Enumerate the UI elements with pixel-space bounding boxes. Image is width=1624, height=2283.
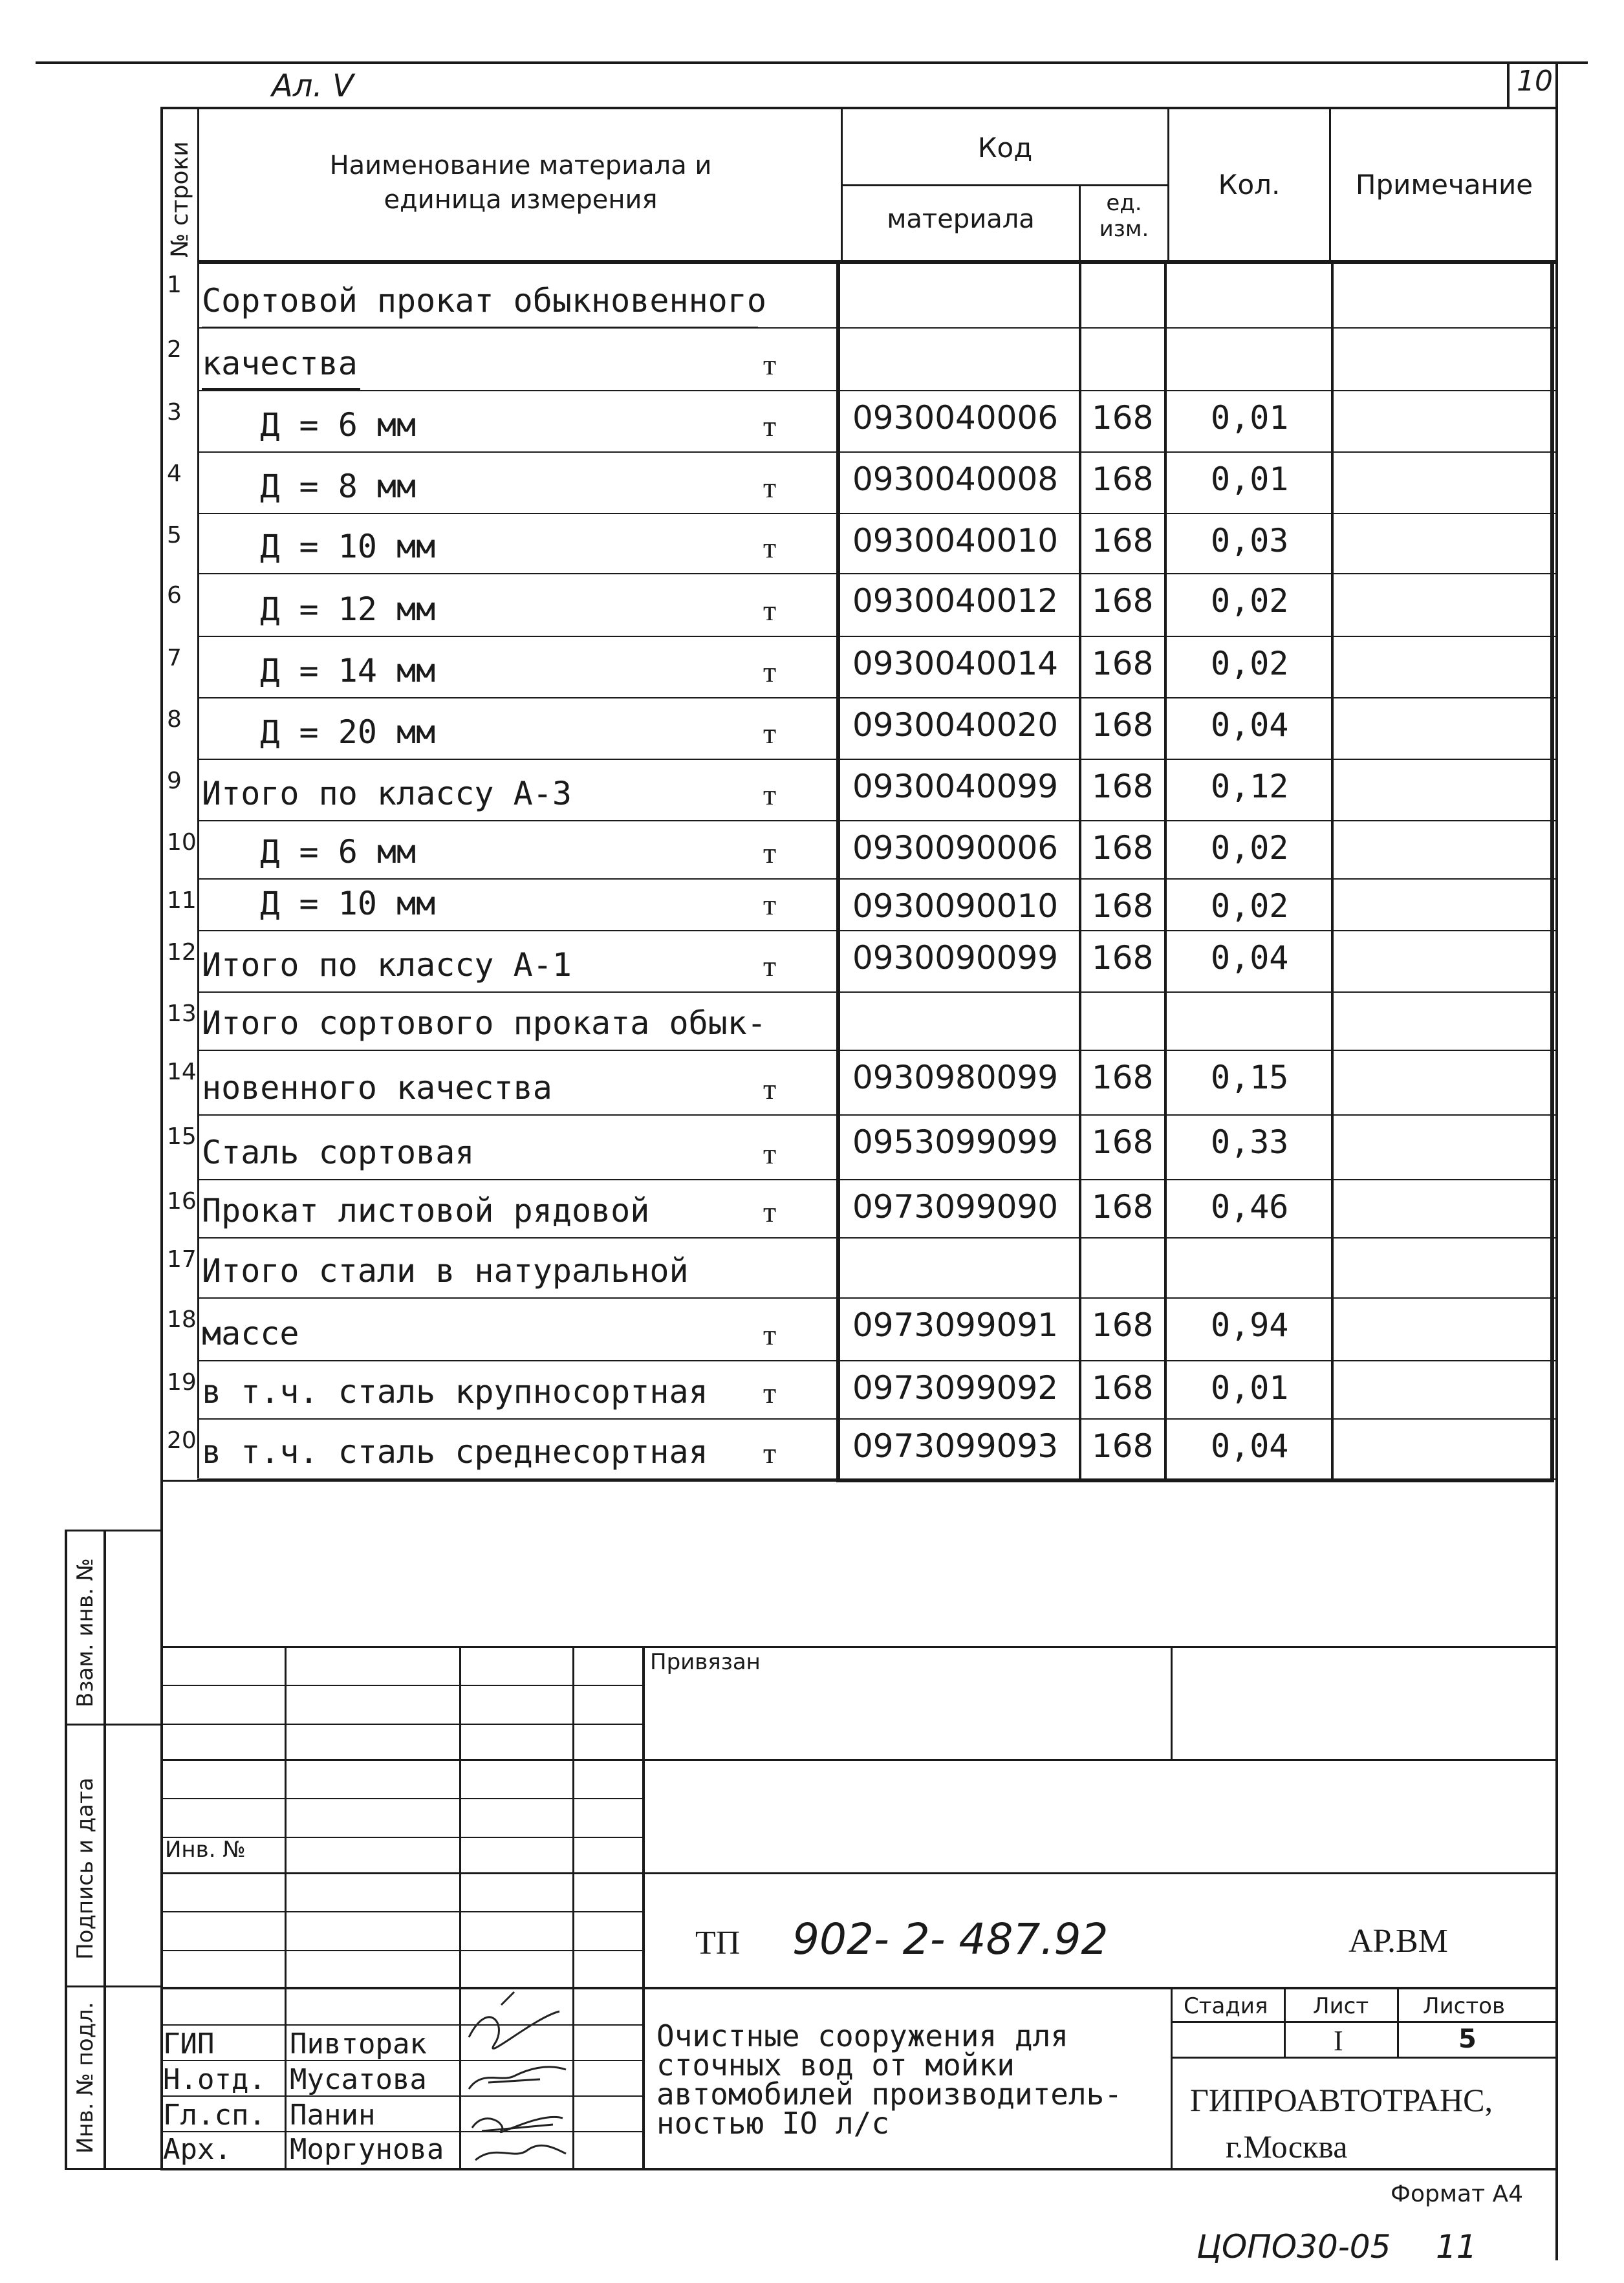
material-code: 0930040020 <box>852 706 1059 744</box>
tb-grid <box>160 1798 642 1799</box>
table-row <box>0 821 1624 880</box>
tb-v4 <box>642 1646 645 2170</box>
unit-code: 168 <box>1092 1059 1154 1096</box>
side-stamp-left <box>65 1530 67 2170</box>
sheet-value: I <box>1334 2025 1343 2057</box>
tb-stage-v1 <box>1284 1987 1286 2058</box>
unit-code: 168 <box>1092 887 1154 925</box>
row-number: 6 <box>167 582 182 609</box>
tb-grid <box>160 1724 642 1725</box>
tb-v3 <box>572 1646 574 2170</box>
unit-abbrev: т <box>763 888 777 921</box>
material-name: Итого по классу А-1 <box>202 946 572 984</box>
table-row <box>0 264 1624 329</box>
quantity: 0,46 <box>1211 1188 1289 1226</box>
quantity: 0,33 <box>1211 1123 1289 1161</box>
doc-mark: АР.ВМ <box>1348 1923 1448 1960</box>
unit-abbrev: т <box>763 1137 777 1170</box>
header-material: материала <box>887 204 1035 234</box>
material-name: в т.ч. сталь крупносортная <box>202 1373 708 1411</box>
quantity: 0,02 <box>1211 645 1289 682</box>
material-name: Итого сортового проката обык- <box>202 1004 766 1042</box>
material-code: 0930040008 <box>852 460 1059 498</box>
material-code: 0930040014 <box>852 645 1059 682</box>
table-row <box>0 453 1624 514</box>
signer-name: Моргунова <box>290 2133 444 2166</box>
tb-line-4 <box>160 1987 1555 1989</box>
header-unit-line1: ед. <box>1106 190 1142 216</box>
doc-code-prefix: ТП <box>695 1925 741 1962</box>
table-row <box>0 1420 1624 1480</box>
material-name: Д = 6 мм <box>202 406 417 444</box>
row-number: 9 <box>167 768 182 794</box>
material-code: 0930040012 <box>852 582 1059 620</box>
material-name: новенного качества <box>202 1069 552 1107</box>
row-number: 19 <box>167 1369 197 1396</box>
sheet-marker: Ал. V <box>272 68 354 104</box>
material-name: Д = 10 мм <box>202 528 436 565</box>
material-code: 0930040006 <box>852 399 1059 437</box>
tb-stage-line1 <box>1171 2021 1555 2023</box>
unit-abbrev: т <box>763 1318 777 1351</box>
material-name: Сталь сортовая <box>202 1134 475 1171</box>
unit-abbrev: т <box>763 471 777 504</box>
table-row <box>0 1361 1624 1420</box>
unit-code: 168 <box>1092 460 1154 498</box>
code-sub-line <box>841 184 1167 186</box>
underline <box>202 388 360 390</box>
label-podpis-data: Подпись и дата <box>72 1777 98 1960</box>
side-stamp-top <box>65 1530 162 1531</box>
quantity: 0,15 <box>1211 1059 1289 1096</box>
row-number: 8 <box>167 706 182 733</box>
material-name: Д = 14 мм <box>202 652 436 689</box>
row-number: 18 <box>167 1306 197 1333</box>
unit-abbrev: т <box>763 409 777 442</box>
material-name: Прокат листовой рядовой <box>202 1192 650 1229</box>
table-row <box>0 1239 1624 1299</box>
table-top-line <box>160 107 1557 109</box>
description-line2: сточных вод от мойки <box>656 2048 1015 2083</box>
quantity: 0,02 <box>1211 582 1289 620</box>
side-stamp-bottom <box>65 2168 162 2170</box>
footer-code: ЦОПО30-05 <box>1196 2228 1391 2266</box>
signatures-image <box>462 1985 572 2170</box>
sheet-label: Лист <box>1313 1993 1369 2019</box>
row-number: 12 <box>167 939 197 966</box>
row-number: 15 <box>167 1123 197 1150</box>
unit-abbrev: т <box>763 531 777 564</box>
description-line4: ностью IО л/с <box>656 2106 890 2141</box>
unit-code: 168 <box>1092 399 1154 437</box>
tb-line-2 <box>160 1759 1555 1761</box>
header-row-no: № строки <box>167 141 193 257</box>
quantity: 0,03 <box>1211 522 1289 559</box>
material-code: 0930090010 <box>852 887 1059 925</box>
table-row <box>0 1299 1624 1361</box>
unit-abbrev: т <box>763 836 777 869</box>
material-code: 0973099090 <box>852 1188 1059 1226</box>
row-number: 1 <box>167 272 182 298</box>
side-stamp-div1 <box>65 1724 162 1726</box>
table-row <box>0 993 1624 1051</box>
unit-abbrev: т <box>763 1195 777 1228</box>
table-row <box>0 1116 1624 1180</box>
quantity: 0,12 <box>1211 768 1289 805</box>
row-number: 20 <box>167 1427 197 1454</box>
material-name: Д = 12 мм <box>202 590 436 628</box>
row-number: 7 <box>167 645 182 671</box>
quantity: 0,04 <box>1211 1427 1289 1465</box>
row-number: 4 <box>167 460 182 487</box>
stage-label: Стадия <box>1184 1993 1268 2019</box>
table-row <box>0 698 1624 760</box>
inv-no-label: Инв. № <box>165 1837 246 1863</box>
unit-code: 168 <box>1092 1123 1154 1161</box>
org-line1: ГИПРОАВТОТРАНС, <box>1190 2082 1493 2118</box>
quantity: 0,04 <box>1211 939 1289 977</box>
material-name: Д = 8 мм <box>202 468 417 505</box>
material-name: массе <box>202 1315 299 1352</box>
material-code: 0930040099 <box>852 768 1059 805</box>
header-note: Примечание <box>1355 169 1533 200</box>
quantity: 0,01 <box>1211 399 1289 437</box>
table-row <box>0 329 1624 391</box>
table-row <box>0 514 1624 574</box>
header-qty: Кол. <box>1218 169 1281 200</box>
material-name: в т.ч. сталь среднесортная <box>202 1433 708 1471</box>
unit-code: 168 <box>1092 706 1154 744</box>
header-unit-line2: изм. <box>1099 216 1149 242</box>
signer-role: Арх. <box>163 2133 232 2166</box>
unit-code: 168 <box>1092 582 1154 620</box>
unit-abbrev: т <box>763 1072 777 1105</box>
header-code: Код <box>977 132 1033 164</box>
unit-code: 168 <box>1092 1188 1154 1226</box>
material-name: Д = 20 мм <box>202 713 436 751</box>
material-code: 0973099092 <box>852 1369 1059 1407</box>
sheets-label: Листов <box>1423 1993 1506 2019</box>
quantity: 0,01 <box>1211 1369 1289 1407</box>
tb-line-3 <box>160 1872 1555 1874</box>
row-number: 3 <box>167 399 182 426</box>
table-row <box>0 931 1624 993</box>
quantity: 0,01 <box>1211 460 1289 498</box>
material-name: Сортовой прокат обыкновенного <box>202 282 766 319</box>
material-code: 0973099091 <box>852 1306 1059 1344</box>
row-number: 16 <box>167 1188 197 1215</box>
tb-grid <box>160 1685 642 1686</box>
tb-bottom <box>160 2168 1555 2170</box>
row-number: 14 <box>167 1059 197 1085</box>
table-row <box>0 760 1624 821</box>
tb-v2 <box>459 1646 461 2170</box>
table-row <box>0 1180 1624 1239</box>
material-code: 0973099093 <box>852 1427 1059 1465</box>
material-code: 0953099099 <box>852 1123 1059 1161</box>
unit-abbrev: т <box>763 949 777 982</box>
material-name: Д = 6 мм <box>202 833 417 871</box>
tb-grid <box>160 1911 642 1912</box>
doc-code: 902- 2- 487.92 <box>792 1914 1109 1964</box>
label-inv-podl: Инв. № подл. <box>72 2002 98 2154</box>
row-number: 2 <box>167 336 182 363</box>
table-row <box>0 391 1624 453</box>
unit-code: 168 <box>1092 522 1154 559</box>
signer-role: Гл.сп. <box>163 2099 266 2132</box>
unit-abbrev: т <box>763 594 777 627</box>
material-name: Д = 10 мм <box>202 885 436 922</box>
tb-privyazan-div <box>1171 1646 1173 1759</box>
row-number: 5 <box>167 522 182 548</box>
tb-stage-line2 <box>1171 2057 1555 2059</box>
quantity: 0,02 <box>1211 829 1289 867</box>
signer-name: Пивторак <box>290 2028 427 2061</box>
material-code: 0930040010 <box>852 522 1059 559</box>
table-row <box>0 574 1624 637</box>
quantity: 0,04 <box>1211 706 1289 744</box>
signer-name: Панин <box>290 2099 376 2132</box>
material-name: Итого по классу А-3 <box>202 775 572 812</box>
unit-code: 168 <box>1092 1427 1154 1465</box>
page-number: 10 <box>1517 65 1553 98</box>
material-name: качества <box>202 345 358 382</box>
unit-abbrev: т <box>763 1376 777 1409</box>
privyazan-label: Привязан <box>650 1649 761 1675</box>
tb-v1 <box>285 1646 287 2170</box>
unit-code: 168 <box>1092 1369 1154 1407</box>
unit-code: 168 <box>1092 1306 1154 1344</box>
row-number: 10 <box>167 829 197 856</box>
description-line1: Очистные сооружения для <box>656 2018 1068 2053</box>
row-number: 11 <box>167 887 197 914</box>
format-label: Формат А4 <box>1391 2181 1524 2207</box>
unit-code: 168 <box>1092 768 1154 805</box>
table-row <box>0 1051 1624 1116</box>
side-stamp-div2 <box>65 1985 162 1987</box>
table-row <box>0 637 1624 698</box>
tb-grid <box>160 1950 642 1951</box>
tb-x <box>642 1985 645 1987</box>
signer-name: Мусатова <box>290 2063 427 2096</box>
unit-code: 168 <box>1092 829 1154 867</box>
sheets-value: 5 <box>1458 2024 1477 2054</box>
row-number: 17 <box>167 1246 197 1273</box>
tb-line-1 <box>160 1646 1555 1648</box>
row-number: 13 <box>167 1001 197 1027</box>
header-name-line1: Наименование материала и <box>329 151 712 180</box>
org-line2: г.Москва <box>1226 2128 1348 2165</box>
unit-abbrev: т <box>763 1436 777 1469</box>
signer-role: ГИП <box>163 2028 215 2061</box>
material-code: 0930090006 <box>852 829 1059 867</box>
unit-code: 168 <box>1092 939 1154 977</box>
unit-abbrev: т <box>763 348 777 381</box>
unit-abbrev: т <box>763 778 777 811</box>
label-vzam-inv: Взам. инв. № <box>72 1558 98 1707</box>
header-name-line2: единица измерения <box>384 185 658 215</box>
tb-stage-div <box>1171 1987 1173 2170</box>
unit-abbrev: т <box>763 655 777 688</box>
quantity: 0,94 <box>1211 1306 1289 1344</box>
signer-role: Н.отд. <box>163 2063 266 2096</box>
table-bottom-line <box>160 1480 839 1482</box>
quantity: 0,02 <box>1211 887 1289 925</box>
underline <box>202 327 758 329</box>
side-stamp-mid <box>103 1530 106 2170</box>
material-code: 0930980099 <box>852 1059 1059 1096</box>
material-code: 0930090099 <box>852 939 1059 977</box>
footer-number: 11 <box>1436 2228 1477 2266</box>
description-line3: автомобилей производитель- <box>656 2077 1123 2112</box>
unit-abbrev: т <box>763 717 777 750</box>
tb-stage-v2 <box>1397 1987 1399 2058</box>
table-row <box>0 880 1624 931</box>
material-name: Итого стали в натуральной <box>202 1252 689 1290</box>
unit-code: 168 <box>1092 645 1154 682</box>
